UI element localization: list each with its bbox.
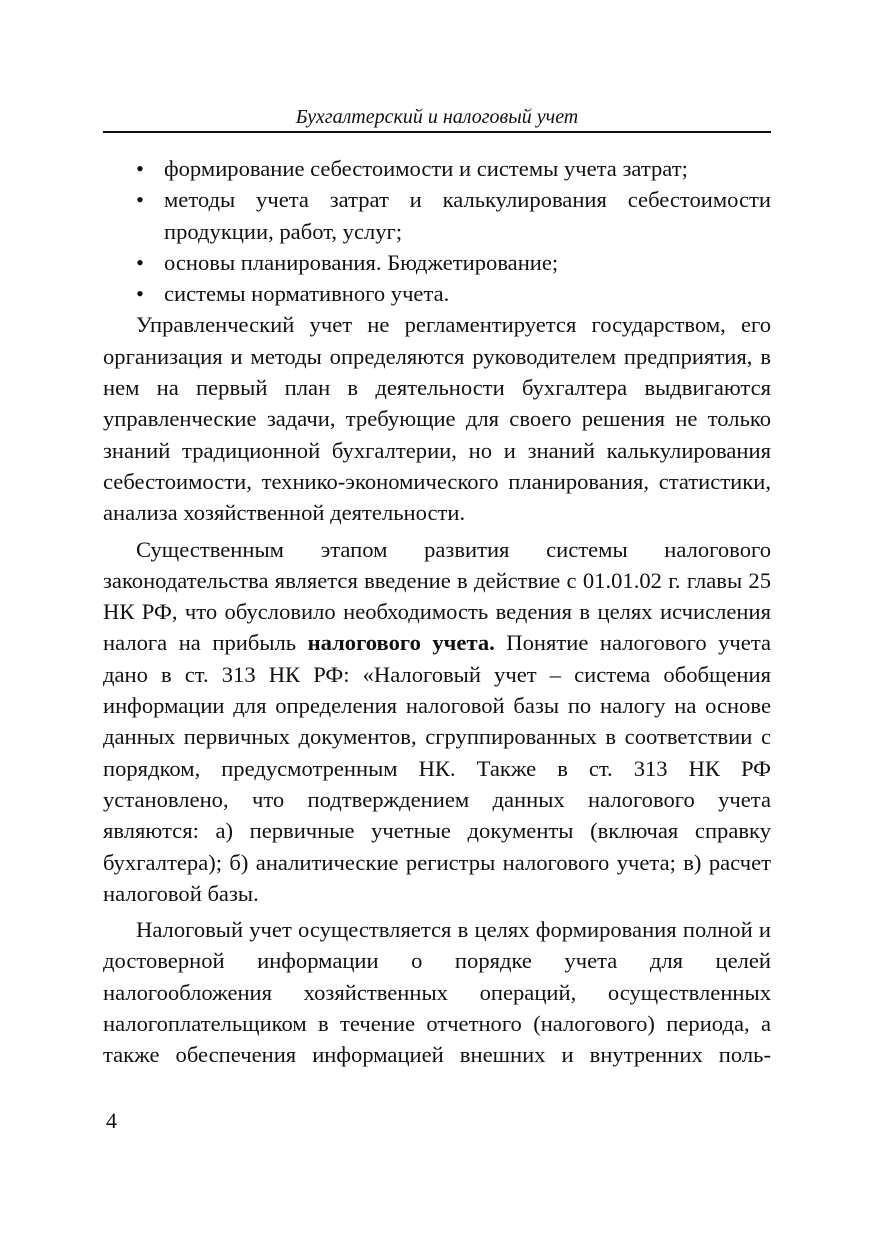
paragraph-text: Понятие налогового учета дано в ст. 313 НК РФ: «Налоговый учет – система обобщения информации для определения налоговой базы по налогу на основе данных первичных документов, сгруппированных в соответствии с порядком, предусмотренным НК. Также в ст. 313 НК РФ установлено, что подтверждением данных налогового учета являются: а) первичные учетные документы (включая справку бухгалтера); б) аналитические регистры налогового учета; в) расчет налоговой базы.: [103, 630, 772, 906]
header-divider: [103, 131, 771, 133]
list-item-text: методы учета затрат и калькулирования себестоимости продукции, работ, услуг;: [164, 187, 771, 244]
bold-term: налогового учета.: [307, 630, 495, 656]
bullet-icon: •: [136, 249, 144, 275]
paragraph-management-accounting: Управленческий учет не регламентируется государством, его организация и методы определяются руководителем предприятия, в нем на первый план в деятельности бухгалтера выдвигаются управленческие задачи, требующие для своего решения не только знаний традиционной бухгалтерии, но и знаний калькулирования себестоимости, технико-экономического планирования, статистики, анализа хозяйственной деятельности.: [103, 312, 771, 526]
bullet-icon: •: [136, 156, 144, 181]
paragraph-tax-accounting-purpose: Налоговый учет осуществляется в целях формирования полной и достоверной информации о порядке учета для целей налогообложения хозяйственных операций, осуществленных налогоплательщиком в течение отчетного (налогового) периода, а также обеспечения информацией внешних и внутренних поль-: [103, 917, 771, 1068]
list-item: [103, 184, 771, 247]
page-body: [103, 153, 771, 1071]
list-item: [103, 247, 771, 278]
list-item: [103, 278, 771, 309]
bullet-icon: •: [136, 281, 144, 307]
list-item-text: системы нормативного учета.: [164, 281, 450, 307]
list-item-text: основы планирования. Бюджетирование;: [164, 249, 559, 275]
bullet-list: [103, 153, 771, 309]
list-item: [103, 153, 771, 184]
paragraph-text: Существенным этапом развития системы налогового законодательства является введение в действие с 01.01.02 г. главы 25 НК РФ, что обусловило необходимость ведения в целях исчисления налога на прибыль: [103, 536, 771, 656]
running-header: Бухгалтерский и налоговый учет: [295, 106, 579, 128]
page-number: 4: [106, 1108, 117, 1133]
list-item-text: формирование себестоимости и системы учета затрат;: [164, 156, 688, 181]
bullet-icon: •: [136, 187, 144, 213]
paragraph-tax-legislation: [103, 534, 771, 910]
